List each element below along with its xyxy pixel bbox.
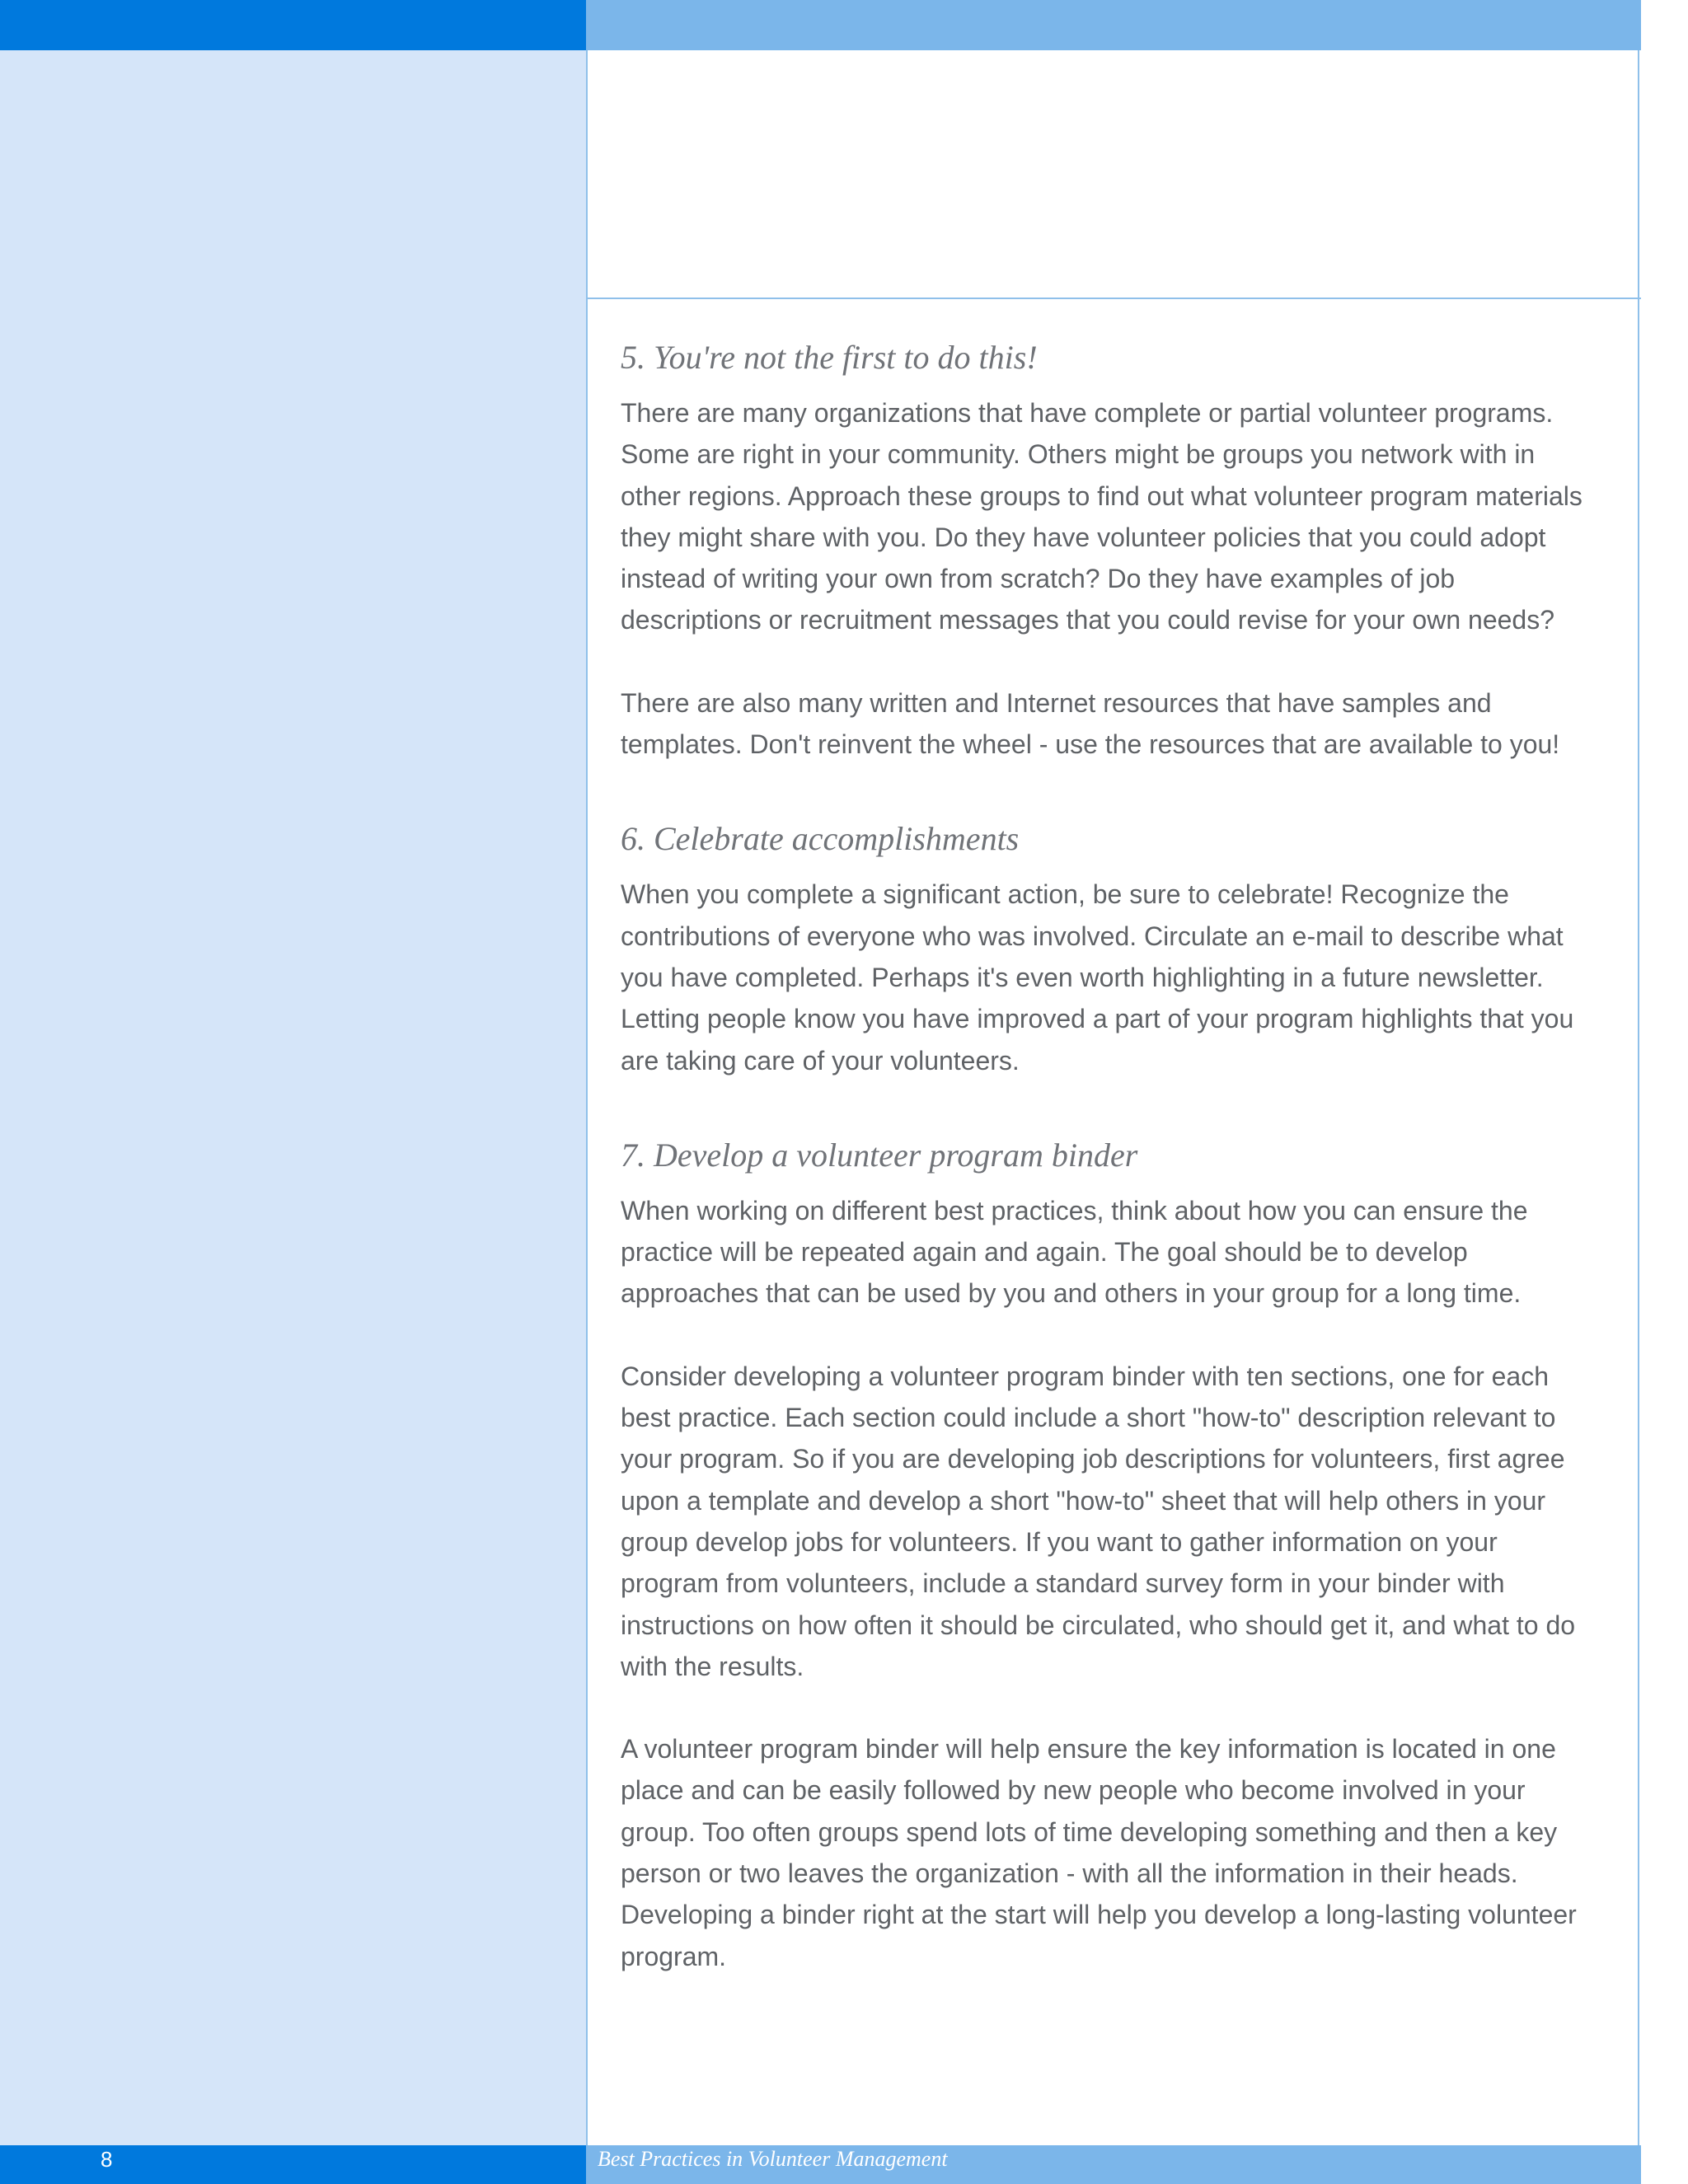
article-body <box>621 330 1601 1977</box>
page-number: 8 <box>101 2147 113 2172</box>
top-bar-light-segment <box>586 0 1641 50</box>
section-7-paragraph-1: When working on different best practices, think about how you can ensure the practice will be repeated again and again. The goal should be to develop approaches that can be used by you and others in your group for a long time. <box>621 1195 1528 1309</box>
section-heading-5: 5. You're not the first to do this! <box>621 339 1038 376</box>
section-7-paragraph-2: Consider developing a volunteer program binder with ten sections, one for each best practice. Each section could include a short "how-to" description relevant to your program. So if you are developing job descriptions for volunteers, first agree upon a template and develop a short "how-to" sheet that will help others in your group develop jobs for volunteers. If you want to gather information on your program from volunteers, include a standard survey form in your binder with instructions on how often it should be circulated, who should get it, and what to do with the results. <box>621 1361 1576 1681</box>
section-7-paragraph-3: A volunteer program binder will help ensure the key information is located in one place and can be easily followed by new people who become involved in your group. Too often groups spend lots of time developing something and then a key person or two leaves the organization - with all the information in their heads. Developing a binder right at the start will help you develop a long-lasting volunteer program. <box>621 1734 1577 1971</box>
header-divider <box>586 298 1641 299</box>
section-5-paragraph-1: There are many organizations that have complete or partial volunteer programs. Some are right in your community. Others might be groups you network with in other regions. Approach these groups to find out what volunteer program materials they might share with you. Do they have volunteer policies that you could adopt instead of writing your own from scratch? Do they have examples of job descriptions or recruitment messages that you could revise for your own needs? <box>621 398 1582 635</box>
footer-bar-dark-segment <box>0 2145 586 2184</box>
top-bar-dark-segment <box>0 0 586 50</box>
section-5-paragraph-2: There are also many written and Internet resources that have samples and templates. Don't reinvent the wheel - use the resources that are available to you! <box>621 687 1560 760</box>
section-heading-7: 7. Develop a volunteer program binder <box>621 1136 1138 1174</box>
footer-publication-title: Best Practices in Volunteer Management <box>598 2147 948 2171</box>
section-heading-6: 6. Celebrate accomplishments <box>621 820 1020 858</box>
right-margin <box>1641 0 1688 2184</box>
left-sidebar-panel <box>0 0 586 2184</box>
section-6-paragraph-1: When you complete a significant action, be sure to celebrate! Recognize the contributions of everyone who was involved. Circulate an e-mail to describe what you have completed. Perhaps it's even worth highlighting in a future newsletter. Letting people know you have improved a part of your program highlights that you are taking care of your volunteers. <box>621 879 1574 1076</box>
